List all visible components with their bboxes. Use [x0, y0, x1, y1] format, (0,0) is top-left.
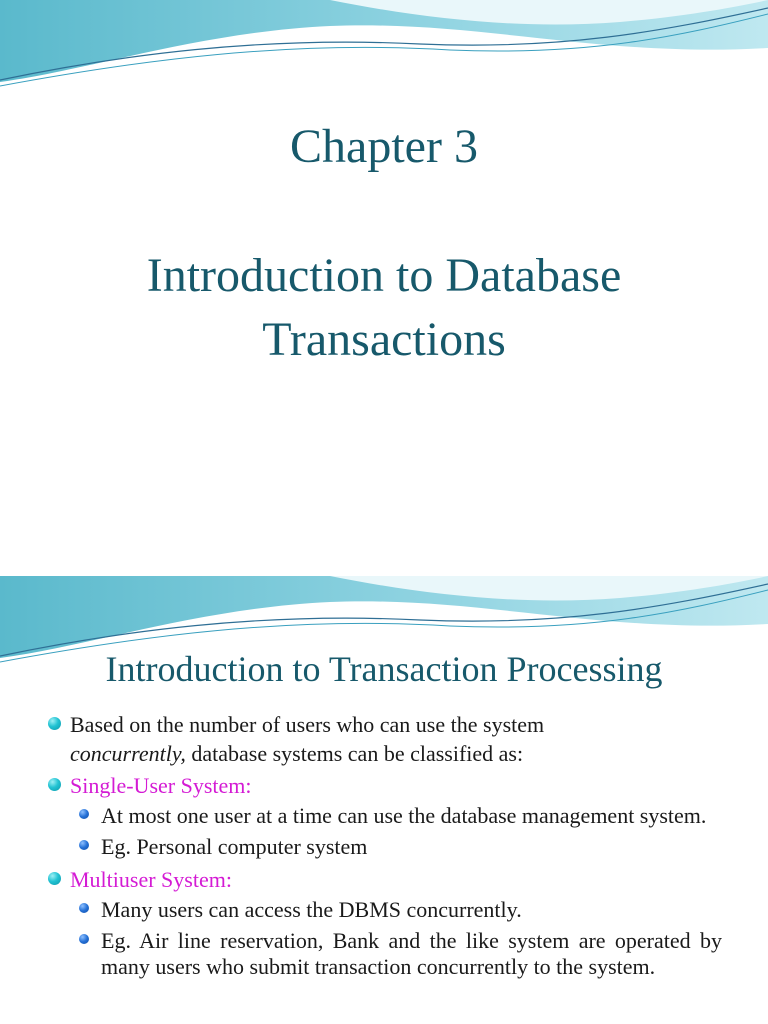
sub-list-item	[46, 928, 722, 980]
list-item	[46, 710, 722, 768]
sub-item-text: Eg. Air line reservation, Bank and the like system are operated by many users who submit transaction concurrently to the system.	[101, 928, 722, 979]
bullet-list	[46, 710, 722, 985]
single-user-heading: Single-User System:	[70, 773, 252, 798]
list-item	[46, 865, 722, 894]
list-item	[46, 771, 722, 800]
slide-title-line: Transactions	[262, 313, 506, 366]
sub-list-item	[46, 803, 722, 829]
chapter-label: Chapter 3	[290, 120, 478, 173]
slide-title-line: Introduction to Database	[146, 249, 622, 302]
sub-item-text: Many users can access the DBMS concurrently.	[101, 897, 522, 922]
sub-item-text: At most one user at a time can use the database management system.	[101, 803, 707, 828]
wave-banner	[0, 0, 768, 95]
bullet-icon	[48, 778, 61, 791]
sub-bullet-icon	[79, 934, 89, 944]
sub-item-text: Eg. Personal computer system	[101, 834, 368, 859]
content-slide	[0, 576, 768, 1024]
intro-italic: concurrently,	[70, 741, 186, 766]
multiuser-heading: Multiuser System:	[70, 867, 232, 892]
sub-bullet-icon	[79, 903, 89, 913]
intro-line1: Based on the number of users who can use the system	[70, 712, 545, 737]
bullet-icon	[48, 872, 61, 885]
bullet-icon	[48, 717, 61, 730]
sub-list-item	[46, 897, 722, 923]
sub-list-item	[46, 834, 722, 860]
intro-line2: database systems can be classified as:	[185, 741, 524, 766]
slide-title: Introduction to Transaction Processing	[105, 649, 663, 689]
slide-title	[60, 244, 708, 372]
sub-bullet-icon	[79, 809, 89, 819]
sub-bullet-icon	[79, 840, 89, 850]
